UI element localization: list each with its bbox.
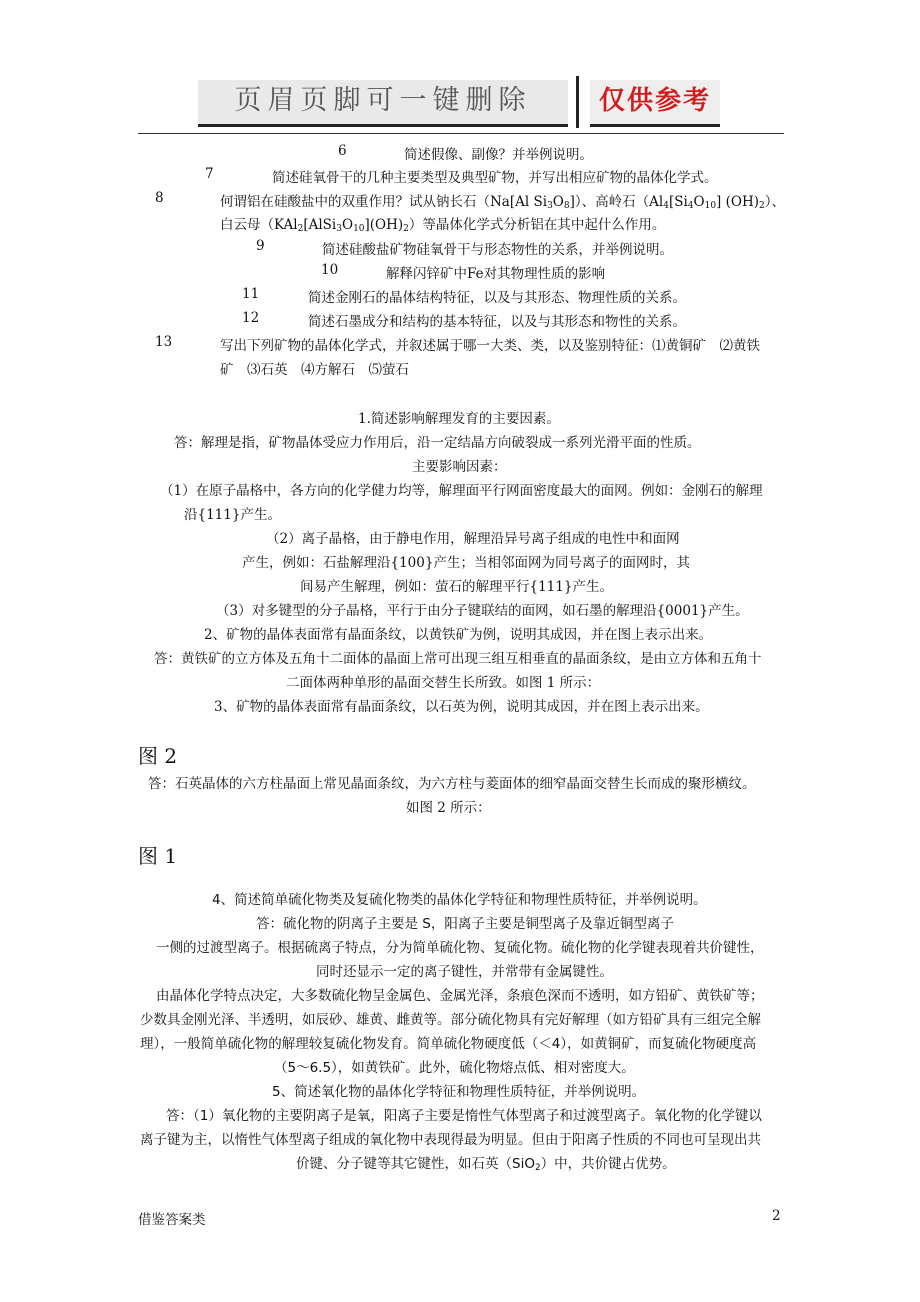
- section-2-answer-a: 答：黄铁矿的立方体及五角十二面体的晶面上常可出现三组互相垂直的晶面条纹，是由立方体和五角十: [154, 651, 762, 667]
- header-banner: [198, 78, 722, 126]
- question-12-number: 12: [242, 310, 260, 326]
- question-13-line-1: 写出下列矿物的晶体化学式，并叙述属于哪一大类、类，以及鉴别特征：⑴黄铜矿 ⑵黄铁: [220, 338, 760, 354]
- section-3-title: 3、矿物的晶体表面常有晶面条纹，以石英为例，说明其成因，并在图上表示出来。: [214, 699, 709, 715]
- question-6-number: 6: [338, 143, 347, 159]
- question-8-number: 8: [155, 190, 164, 206]
- section-4-line-2: 一侧的过渡型离子。根据硫离子特点，分为简单硫化物、复硫化物。硫化物的化学键表现着共价键性，: [156, 940, 764, 956]
- section-4-title: 4、简述简单硫化物类及复硫化物类的晶体化学特征和物理性质特征，并举例说明。: [212, 892, 707, 908]
- header-divider: [576, 76, 579, 128]
- question-10-number: 10: [321, 262, 339, 278]
- section-1-title: 1.简述影响解理发育的主要因素。: [358, 411, 560, 427]
- section-3-figure-ref: 如图 2 所示：: [406, 800, 491, 816]
- section-3-answer: 答：石英晶体的六方柱晶面上常见晶面条纹，为六方柱与菱面体的细窄晶面交替生长而成的聚形横纹。: [148, 776, 756, 792]
- section-4-line-1: 答：硫化物的阴离子主要是 S，阳离子主要是铜型离子及靠近铜型离子: [256, 916, 674, 932]
- question-8-line-1: 何谓铝在硅酸盐中的双重作用？试从钠长石（Na[Al $Si_3O_8$]）、高岭石（$Al_4[Si_4O_{10}]$ $(OH)_2$）、: [220, 194, 785, 211]
- question-6-text: 简述假像、副像？并举例说明。: [404, 147, 593, 163]
- page-number: 2: [772, 1208, 781, 1224]
- section-1-factor-3: （3）对多键型的分子晶格，平行于由分子键联结的面网，如石墨的解理沿{0001}产生。: [216, 603, 749, 619]
- question-7-number: 7: [205, 166, 214, 182]
- section-4-line-6: 理），一般简单硫化物的解理较复硫化物发育。简单硫化物硬度低（＜4），如黄铜矿，而复硫化物硬度高: [140, 1036, 757, 1052]
- section-1-answer: 答：解理是指，矿物晶体受应力作用后，沿一定结晶方向破裂成一系列光滑平面的性质。: [174, 435, 701, 451]
- section-5-line-1: 答：（1）氧化物的主要阴离子是氧，阳离子主要是惰性气体型离子和过渡型离子。氧化物的化学键以: [166, 1108, 762, 1124]
- question-10-text: 解释闪锌矿中Fe对其物理性质的影响: [386, 266, 606, 282]
- question-8-line-2: 白云母$(KAl_2[AlSi_3O_{10}](OH)_2)$等晶体化学式分析铝在其中起什么作用。: [220, 217, 666, 234]
- question-11-number: 11: [242, 286, 260, 302]
- footer-left-text: 借鉴答案类: [138, 1212, 206, 1228]
- section-1-factor-1b: 沿{111}产生。: [184, 507, 281, 523]
- question-9-number: 9: [256, 238, 265, 254]
- section-2-title: 2、矿物的晶体表面常有晶面条纹，以黄铁矿为例，说明其成因，并在图上表示出来。: [204, 627, 713, 643]
- section-1-factor-2a: （2）离子晶格，由于静电作用，解理沿异号离子组成的电性中和面网: [266, 531, 680, 547]
- section-4-line-3: 同时还显示一定的离子键性，并常带有金属键性。: [316, 964, 613, 980]
- section-4-line-4: 由晶体化学特点决定，大多数硫化物呈金属色、金属光泽，条痕色深而不透明，如方铅矿、黄铁矿等；: [156, 988, 764, 1004]
- section-1-factor-1a: （1）在原子晶格中，各方向的化学健力均等，解理面平行网面密度最大的面网。例如：金刚石的解理: [160, 483, 763, 499]
- question-7-text: 简述硅氧骨干的几种主要类型及典型矿物，并写出相应矿物的晶体化学式。: [272, 170, 718, 186]
- section-1-factor-2b: 产生，例如：石盐解理沿{100}产生；当相邻面网为同号离子的面网时，其: [242, 555, 690, 571]
- section-4-line-5: 少数具金刚光泽、半透明，如辰砂、雄黄、雌黄等。部分硫化物具有完好解理（如方铅矿具有三组完全解: [140, 1012, 761, 1028]
- header-rule: [138, 133, 784, 134]
- question-12-text: 简述石墨成分和结构的基本特征，以及与其形态和物性的关系。: [308, 314, 686, 330]
- section-4-line-7: （5～6.5），如黄铁矿。此外，硫化物熔点低、相对密度大。: [274, 1060, 635, 1076]
- section-1-factors-title: 主要影响因素：: [412, 459, 507, 475]
- section-5-line-3: 价键、分子键等其它键性，如石英（SiO$_2$）中，共价键占优势。: [296, 1156, 676, 1173]
- section-5-title: 5、简述氧化物的晶体化学特征和物理性质特征，并举例说明。: [272, 1084, 646, 1100]
- section-1-factor-2c: 间易产生解理，例如：萤石的解理平行{111}产生。: [300, 579, 613, 595]
- question-11-text: 简述金刚石的晶体结构特征，以及与其形态、物理性质的关系。: [308, 290, 686, 306]
- figure-1-label: 图 1: [138, 844, 178, 868]
- header-right-banner: 仅供参考: [590, 80, 720, 127]
- section-5-line-2: 离子键为主，以惰性气体型离子组成的氧化物中表现得最为明显。但由于阳离子性质的不同也可呈现出共: [140, 1132, 761, 1148]
- section-2-answer-b: 二面体两种单形的晶面交替生长所致。如图 1 所示：: [286, 675, 601, 691]
- question-13-line-2: 矿 ⑶石英 ⑷方解石 ⑸萤石: [220, 362, 409, 378]
- question-9-text: 简述硅酸盐矿物硅氧骨干与形态物性的关系，并举例说明。: [322, 242, 673, 258]
- header-left-banner: 页眉页脚可一键删除: [198, 80, 568, 127]
- figure-2-label: 图 2: [138, 744, 178, 768]
- question-13-number: 13: [155, 334, 173, 350]
